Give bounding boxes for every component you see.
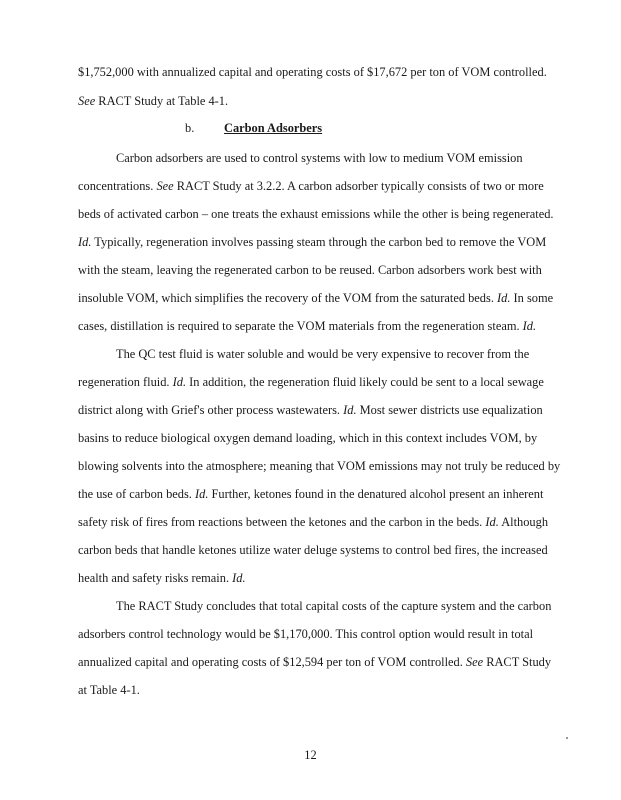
line-text: cases, distillation is required to separate the VOM materials from the regeneration steam. xyxy=(78,319,523,333)
citation-signal: Id. xyxy=(195,487,209,501)
text-line: beds of activated carbon – one treats the exhaust emissions while the other is being regenerated. xyxy=(78,207,554,221)
line-text: safety risk of fires from reactions between the ketones and the carbon in the beds. xyxy=(78,515,486,529)
citation-signal: Id. xyxy=(343,403,357,417)
line-text: district along with Grief's other process wastewaters. xyxy=(78,403,344,417)
text-line: with the steam, leaving the regenerated carbon to be reused. Carbon adsorbers work best with xyxy=(78,263,542,277)
text-line: Carbon adsorbers are used to control systems with low to medium VOM emission xyxy=(116,151,523,165)
line-text: In addition, the regeneration fluid likely could be sent to a local sewage xyxy=(186,375,544,389)
text-line xyxy=(78,571,246,586)
line-text: annualized capital and operating costs of $12,594 per ton of VOM controlled. xyxy=(78,655,466,669)
line-text: RACT Study xyxy=(483,655,552,669)
text-line: blowing solvents into the atmosphere; meaning that VOM emissions may not truly be reduced by xyxy=(78,459,561,473)
citation-signal: Id. xyxy=(172,375,187,389)
text-line xyxy=(78,515,548,530)
text-line xyxy=(78,319,536,334)
line-text: health and safety risks remain. xyxy=(78,571,233,585)
citation-signal: Id. xyxy=(485,515,499,529)
section-letter: b. xyxy=(185,121,195,135)
line-text: insoluble VOM, which simplifies the recovery of the VOM from the saturated beds. xyxy=(78,291,498,305)
text-line xyxy=(78,375,544,390)
citation-signal: Id. xyxy=(522,319,537,333)
text-line: carbon beds that handle ketones utilize water deluge systems to control bed fires, the increased xyxy=(78,543,548,557)
line-text: RACT Study at 3.2.2. A carbon adsorber typically consists of two or more xyxy=(173,179,544,193)
line-text: RACT Study at Table 4-1. xyxy=(95,94,229,108)
text-line xyxy=(78,403,543,418)
citation-signal: Id. xyxy=(497,291,511,305)
section-title: Carbon Adsorbers xyxy=(224,121,323,135)
line-text: regeneration fluid. xyxy=(78,375,173,389)
text-line: The RACT Study concludes that total capital costs of the capture system and the carbon xyxy=(116,599,552,613)
text-line xyxy=(78,179,544,194)
text-line: $1,752,000 with annualized capital and operating costs of $17,672 per ton of VOM controlled. xyxy=(78,65,547,79)
text-line: adsorbers control technology would be $1,170,000. This control option would result in total xyxy=(78,627,534,641)
scan-speck xyxy=(566,737,568,739)
citation-signal: See xyxy=(465,655,484,669)
line-text: Further, ketones found in the denatured alcohol present an inherent xyxy=(208,487,544,501)
text-line: basins to reduce biological oxygen demand loading, which in this context includes VOM, by xyxy=(78,431,538,445)
text-line xyxy=(78,487,543,502)
citation-signal: Id. xyxy=(78,235,92,249)
text-line xyxy=(78,655,551,670)
line-text: In some xyxy=(510,291,554,305)
page-number: 12 xyxy=(304,748,317,762)
text-line xyxy=(78,235,546,250)
line-text: the use of carbon beds. xyxy=(78,487,195,501)
text-line: at Table 4-1. xyxy=(78,683,140,697)
text-line: The QC test fluid is water soluble and would be very expensive to recover from the xyxy=(116,347,530,361)
line-text: concentrations. xyxy=(78,179,157,193)
line-text: Most sewer districts use equalization xyxy=(356,403,543,417)
citation-signal: See xyxy=(78,94,96,108)
line-text: Typically, regeneration involves passing steam through the carbon bed to remove the VOM xyxy=(91,235,547,249)
text-line xyxy=(78,94,228,109)
citation-signal: Id. xyxy=(232,571,246,585)
line-text: Although xyxy=(498,515,549,529)
text-line xyxy=(78,291,553,306)
citation-signal: See xyxy=(156,179,174,193)
